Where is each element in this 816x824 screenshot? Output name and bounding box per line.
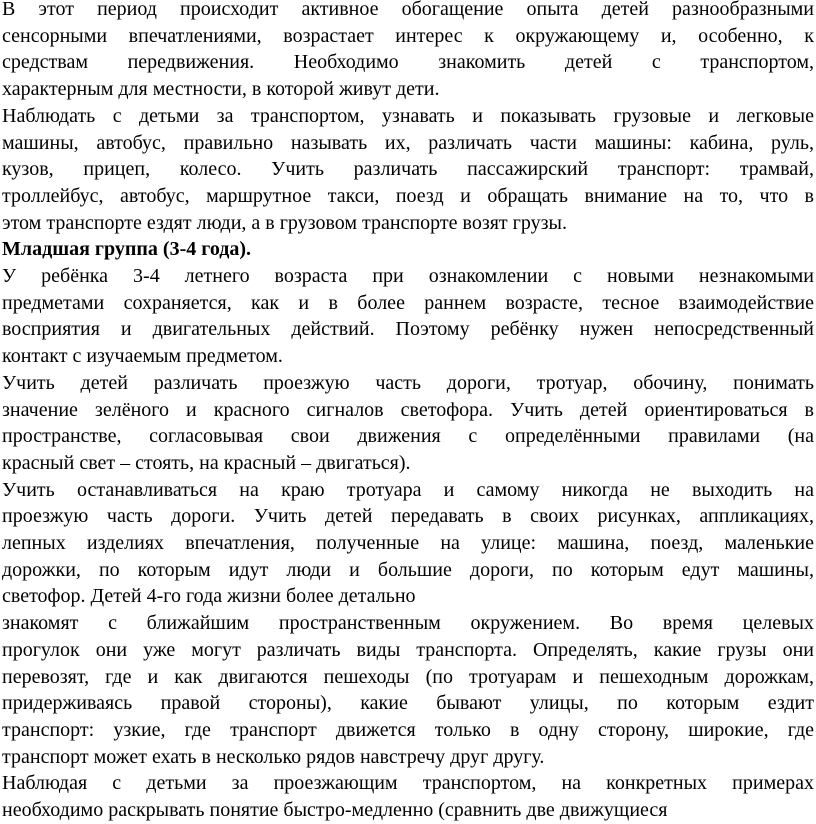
text-line: сенсорными впечатлениями, возрастает интерес к окружающему и, особенно, к <box>2 24 814 47</box>
text-line: контакт с изучаемым предметом. <box>2 345 283 368</box>
paragraph <box>2 0 814 103</box>
text-line: Наблюдать с детьми за транспортом, узнавать и показывать грузовые и легковые <box>2 104 814 127</box>
paragraph <box>2 610 814 770</box>
text-line: перевозят, где и как двигаются пешеходы (по тротуарам и пешеходным дорожкам, <box>2 665 814 688</box>
section-heading <box>2 236 814 263</box>
text-line: кузов, прицеп, колесо. Учить различать пассажирский транспорт: трамвай, <box>2 158 814 181</box>
paragraph <box>2 263 814 370</box>
text-line: Учить детей различать проезжую часть дороги, тротуар, обочину, понимать <box>2 371 814 394</box>
text-line: придерживаясь правой стороны), какие бывают улицы, по которым ездит <box>2 692 814 715</box>
text-line: У ребёнка 3-4 летнего возраста при ознакомлении с новыми незнакомыми <box>2 265 814 288</box>
paragraph <box>2 103 814 237</box>
text-line: этом транспорте ездят люди, а в грузовом транспорте возят грузы. <box>2 211 567 234</box>
text-line: Наблюдая с детьми за проезжающим транспортом, на конкретных примерах <box>2 772 814 795</box>
paragraph <box>2 370 814 477</box>
text-line: Младшая группа (3-4 года). <box>2 238 252 261</box>
text-line: Учить останавливаться на краю тротуара и самому никогда не выходить на <box>2 478 814 501</box>
text-line: предметами сохраняется, как и в более раннем возрасте, тесное взаимодействие <box>2 291 814 314</box>
text-line: транспорт: узкие, где транспорт движется только в одну сторону, широкие, где <box>2 718 814 741</box>
text-line: лепных изделиях впечатления, полученные на улице: машина, поезд, маленькие <box>2 532 814 555</box>
text-line: восприятия и двигательных действий. Поэтому ребёнку нужен непосредственный <box>2 318 814 341</box>
text-line: пространстве, согласовывая свои движения с определёнными правилами (на <box>2 425 814 448</box>
paragraph <box>2 477 814 611</box>
text-line: необходимо раскрывать понятие быстро-медленно (сравнить две движущиеся <box>2 799 668 822</box>
text-line: средствам передвижения. Необходимо знакомить детей с транспортом, <box>2 51 814 74</box>
text-line: светофор. Детей 4-го года жизни более детально <box>2 585 416 608</box>
text-line: транспорт может ехать в несколько рядов навстречу друг другу. <box>2 745 545 768</box>
text-line: дорожки, по которым идут люди и большие дороги, по которым едут машины, <box>2 558 814 581</box>
text-line: красный свет – стоять, на красный – двигаться). <box>2 451 411 474</box>
text-line: знакомят с ближайшим пространственным окружением. Во время целевых <box>2 612 814 635</box>
document-body <box>2 0 814 824</box>
text-line: машины, автобус, правильно называть их, различать части машины: кабина, руль, <box>2 131 814 154</box>
text-line: прогулок они уже могут различать виды транспорта. Определять, какие грузы они <box>2 638 814 661</box>
text-line: В этот период происходит активное обогащение опыта детей разнообразными <box>2 0 814 20</box>
text-line: проезжую часть дороги. Учить детей передавать в своих рисунках, аппликациях, <box>2 505 814 528</box>
text-line: значение зелёного и красного сигналов светофора. Учить детей ориентироваться в <box>2 398 814 421</box>
text-line: характерным для местности, в которой живут дети. <box>2 78 440 101</box>
paragraph <box>2 770 814 823</box>
text-line: троллейбус, автобус, маршрутное такси, поезд и обращать внимание на то, что в <box>2 184 814 207</box>
